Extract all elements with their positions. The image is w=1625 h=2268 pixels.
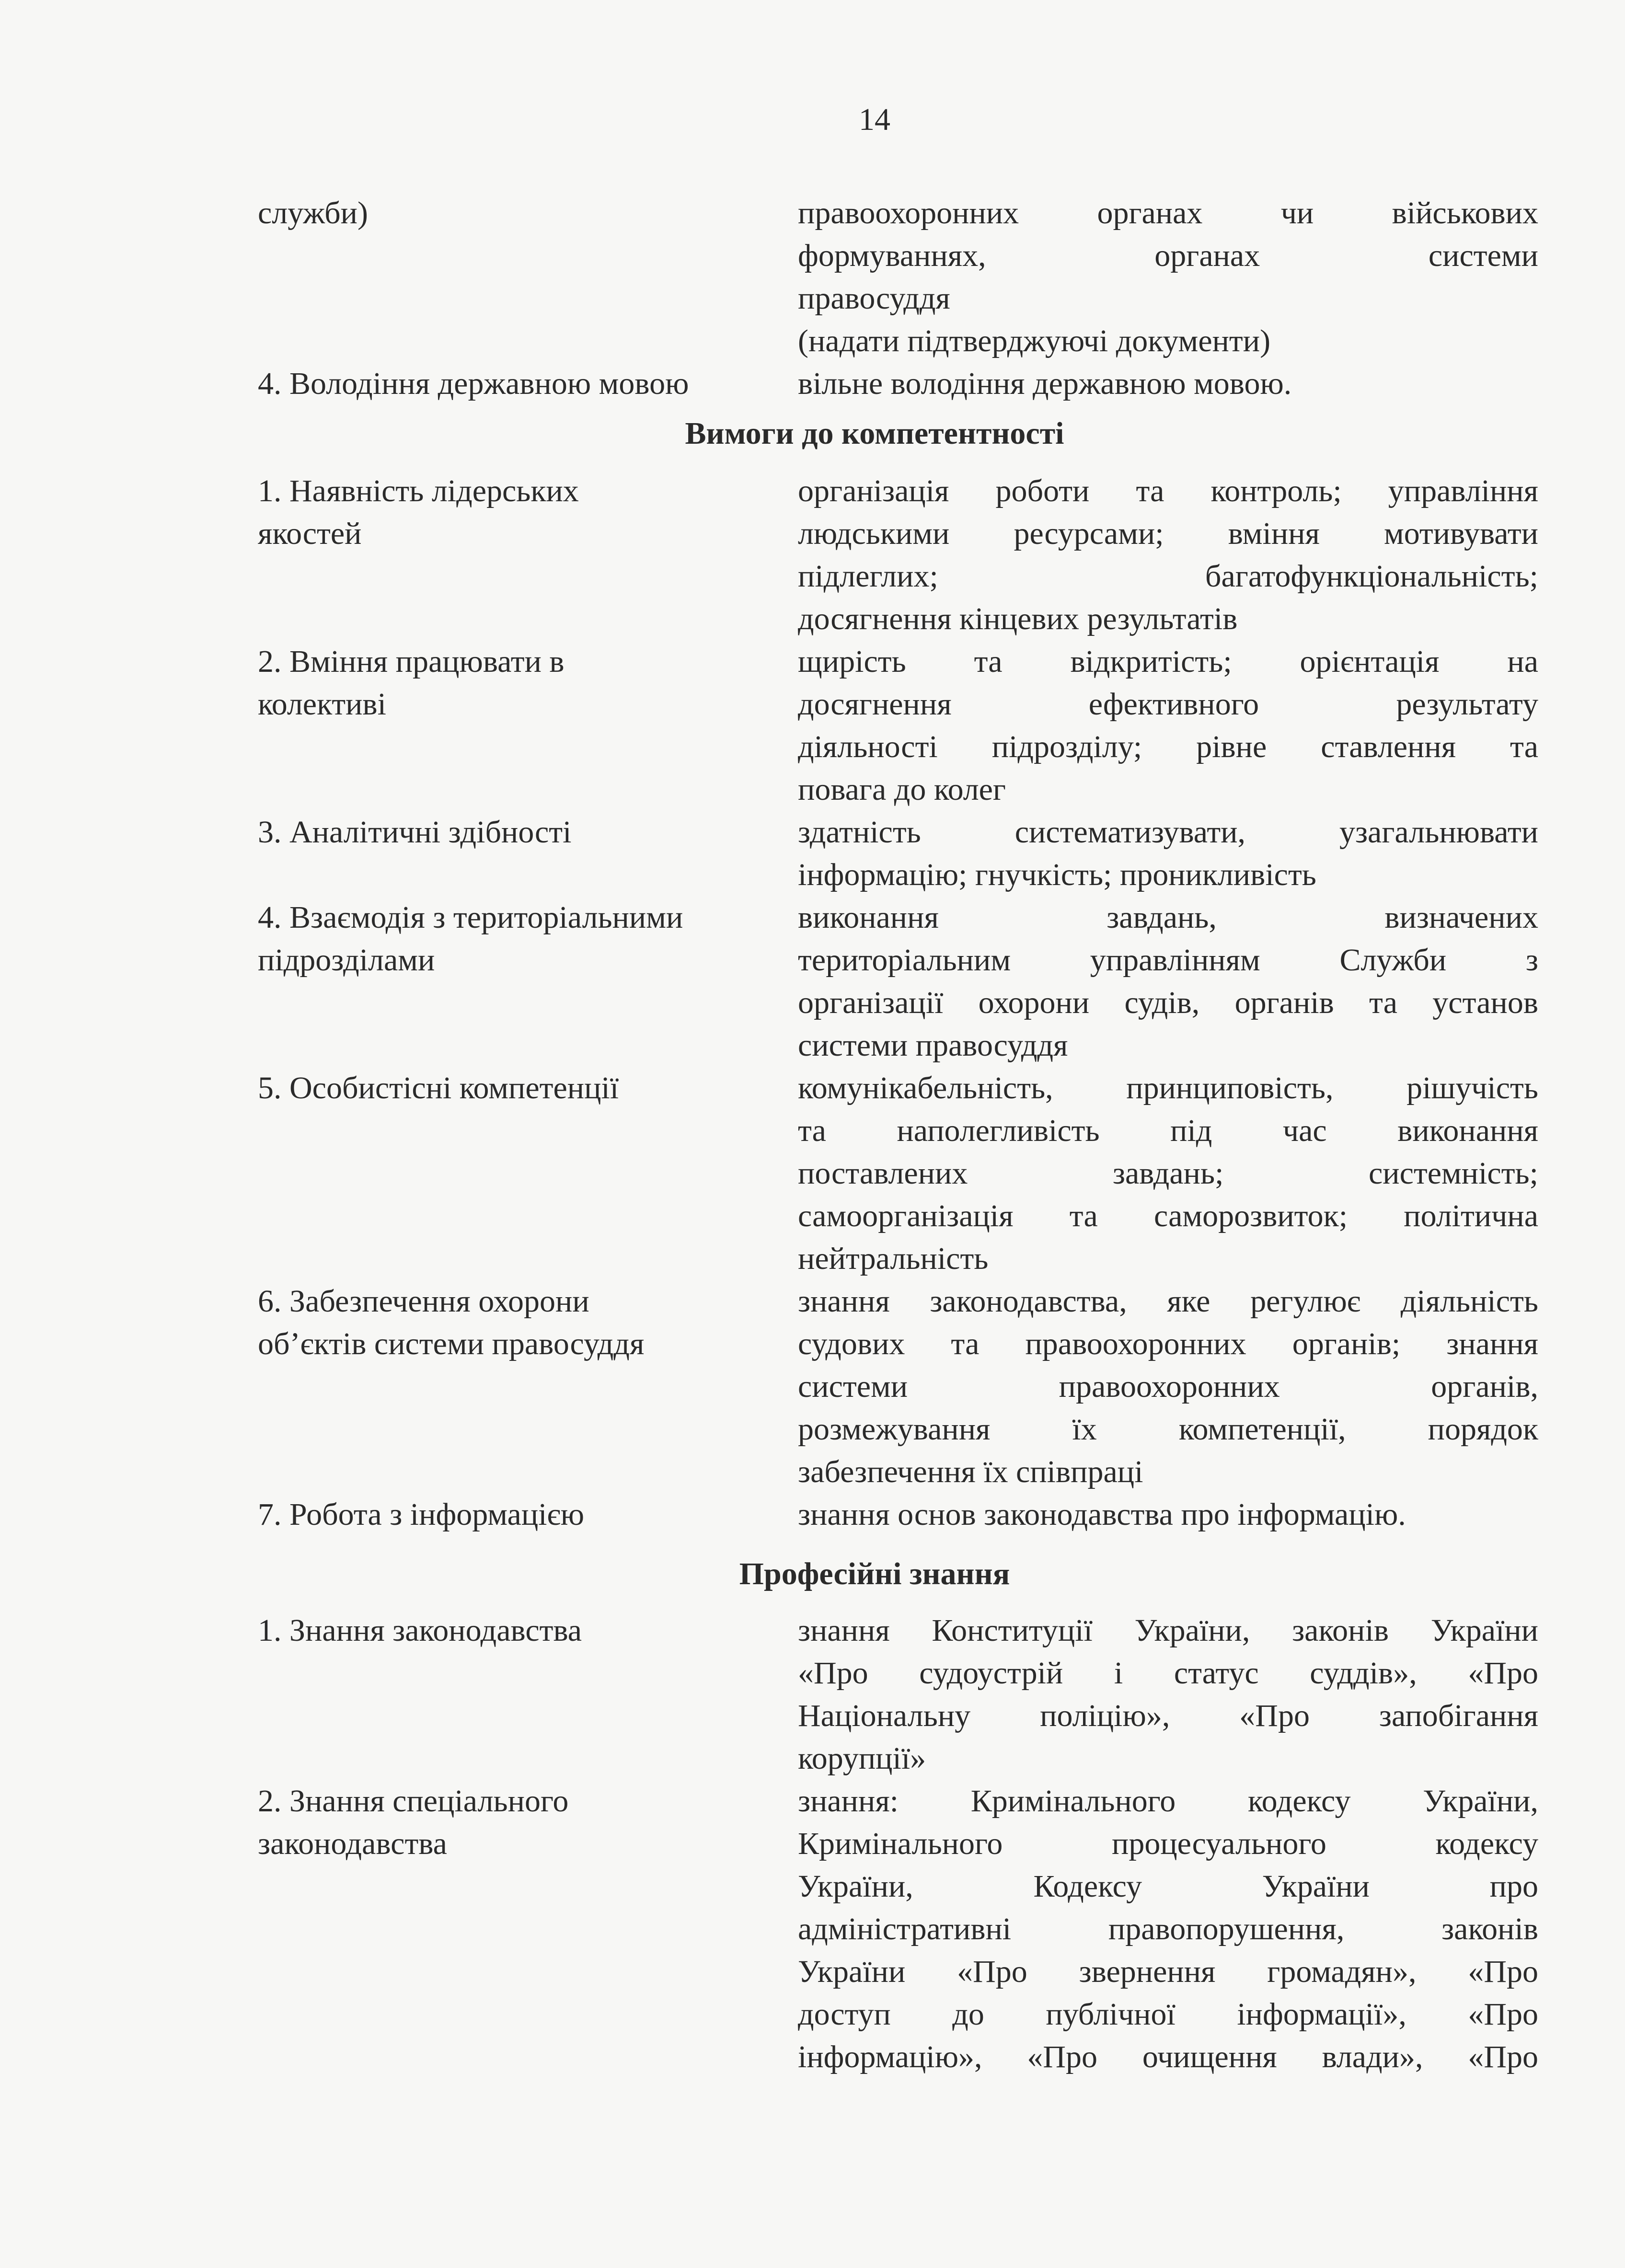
text-line: інформацію», «Про очищення влади», «Про bbox=[798, 2039, 1538, 2074]
text-line: щирість та відкритість; орієнтація на bbox=[798, 644, 1538, 679]
text-line: нейтральність bbox=[798, 1241, 989, 1276]
label-line: підрозділами bbox=[258, 943, 435, 978]
text-line: системи правоохоронних органів, bbox=[798, 1369, 1538, 1404]
text-line: інформацію; гнучкість; проникливість bbox=[798, 857, 1316, 892]
text-line: правосуддя bbox=[798, 281, 950, 316]
text-line: «Про судоустрій і статус суддів», «Про bbox=[798, 1656, 1538, 1691]
label-line: 5. Особистісні компетенції bbox=[258, 1071, 619, 1105]
text-line: підлеглих; багатофункціональність; bbox=[798, 559, 1538, 594]
text-line: виконання завдань, визначених bbox=[798, 900, 1538, 935]
text-line: (надати підтверджуючі документи) bbox=[798, 323, 1271, 358]
text-line: Національну поліцію», «Про запобігання bbox=[798, 1698, 1538, 1733]
row-label bbox=[258, 1609, 780, 1652]
text-line: та наполегливість під час виконання bbox=[798, 1113, 1538, 1148]
text-line: вільне володіння державною мовою. bbox=[798, 366, 1292, 401]
text-line: корупції» bbox=[798, 1741, 926, 1776]
label-line: 2. Знання спеціального bbox=[258, 1784, 569, 1819]
row-description bbox=[798, 896, 1538, 1067]
section-heading: Професійні знання bbox=[739, 1556, 1010, 1591]
row-description bbox=[798, 640, 1538, 811]
text-line: забезпечення їх співпраці bbox=[798, 1454, 1143, 1489]
text-line: комунікабельність, принциповість, рішучість bbox=[798, 1071, 1538, 1105]
text-line: повага до колег bbox=[798, 772, 1006, 807]
page-number: 14 bbox=[859, 102, 890, 137]
text-line: знання основ законодавства про інформацію. bbox=[798, 1497, 1406, 1532]
label-line: законодавства bbox=[258, 1826, 447, 1861]
text-line: здатність систематизувати, узагальнювати bbox=[798, 815, 1538, 850]
row-description bbox=[798, 470, 1538, 640]
row-description bbox=[798, 811, 1538, 896]
row-label bbox=[258, 1067, 780, 1109]
text-line: адміністративні правопорушення, законів bbox=[798, 1911, 1538, 1946]
text-line: територіальним управлінням Служби з bbox=[798, 943, 1538, 978]
label-line: 7. Робота з інформацією bbox=[258, 1497, 585, 1532]
text-line: досягнення кінцевих результатів bbox=[798, 601, 1238, 636]
section-heading: Вимоги до компетентності bbox=[685, 416, 1064, 451]
text-line: досягнення ефективного результату bbox=[798, 687, 1538, 722]
text-line: розмежування їх компетенції, порядок bbox=[798, 1412, 1538, 1447]
label-line: об’єктів системи правосуддя bbox=[258, 1326, 645, 1361]
row-label bbox=[258, 1493, 780, 1536]
label-line: 4. Взаємодія з територіальними bbox=[258, 900, 683, 935]
row-description bbox=[798, 1280, 1538, 1493]
row-description bbox=[798, 362, 1538, 405]
label-line: 2. Вміння працювати в bbox=[258, 644, 565, 679]
text-line: формуваннях, органах системи bbox=[798, 238, 1538, 273]
label-line: якостей bbox=[258, 516, 362, 551]
row-description bbox=[798, 1780, 1538, 2078]
text-line: людськими ресурсами; вміння мотивувати bbox=[798, 516, 1538, 551]
text-line: поставлених завдань; системність; bbox=[798, 1156, 1538, 1191]
row-label: служби) bbox=[258, 196, 368, 230]
label-line: 1. Знання законодавства bbox=[258, 1613, 582, 1648]
label-line: 3. Аналітичні здібності bbox=[258, 815, 572, 850]
text-line: судових та правоохоронних органів; знання bbox=[798, 1326, 1538, 1361]
text-line: знання Конституції України, законів України bbox=[798, 1613, 1538, 1648]
row-label bbox=[258, 640, 780, 725]
text-line: самоорганізація та саморозвиток; політична bbox=[798, 1198, 1538, 1233]
row-label bbox=[258, 1280, 780, 1365]
row-description bbox=[798, 192, 1538, 362]
text-line: України, Кодексу України про bbox=[798, 1869, 1538, 1904]
text-line: Кримінального процесуального кодексу bbox=[798, 1826, 1538, 1861]
row-description bbox=[798, 1067, 1538, 1280]
text-line: знання: Кримінального кодексу України, bbox=[798, 1784, 1538, 1819]
row-label bbox=[258, 896, 780, 981]
text-line: діяльності підрозділу; рівне ставлення та bbox=[798, 729, 1538, 764]
text-line: доступ до публічної інформації», «Про bbox=[798, 1997, 1538, 2032]
text-line: правоохоронних органах чи військових bbox=[798, 196, 1538, 230]
row-label bbox=[258, 470, 780, 555]
row-label bbox=[258, 1780, 780, 1865]
text-line: організація роботи та контроль; управління bbox=[798, 473, 1538, 508]
text-line: України «Про звернення громадян», «Про bbox=[798, 1954, 1538, 1989]
row-label: 4. Володіння державною мовою bbox=[258, 366, 689, 401]
label-line: 6. Забезпечення охорони bbox=[258, 1284, 589, 1319]
label-line: 1. Наявність лідерських bbox=[258, 473, 579, 508]
text-line: системи правосуддя bbox=[798, 1028, 1068, 1063]
row-description bbox=[798, 1609, 1538, 1780]
label-line: колективі bbox=[258, 687, 386, 722]
text-line: знання законодавства, яке регулює діяльність bbox=[798, 1284, 1538, 1319]
row-description bbox=[798, 1493, 1538, 1536]
row-label bbox=[258, 811, 780, 853]
text-line: організації охорони судів, органів та установ bbox=[798, 985, 1538, 1020]
